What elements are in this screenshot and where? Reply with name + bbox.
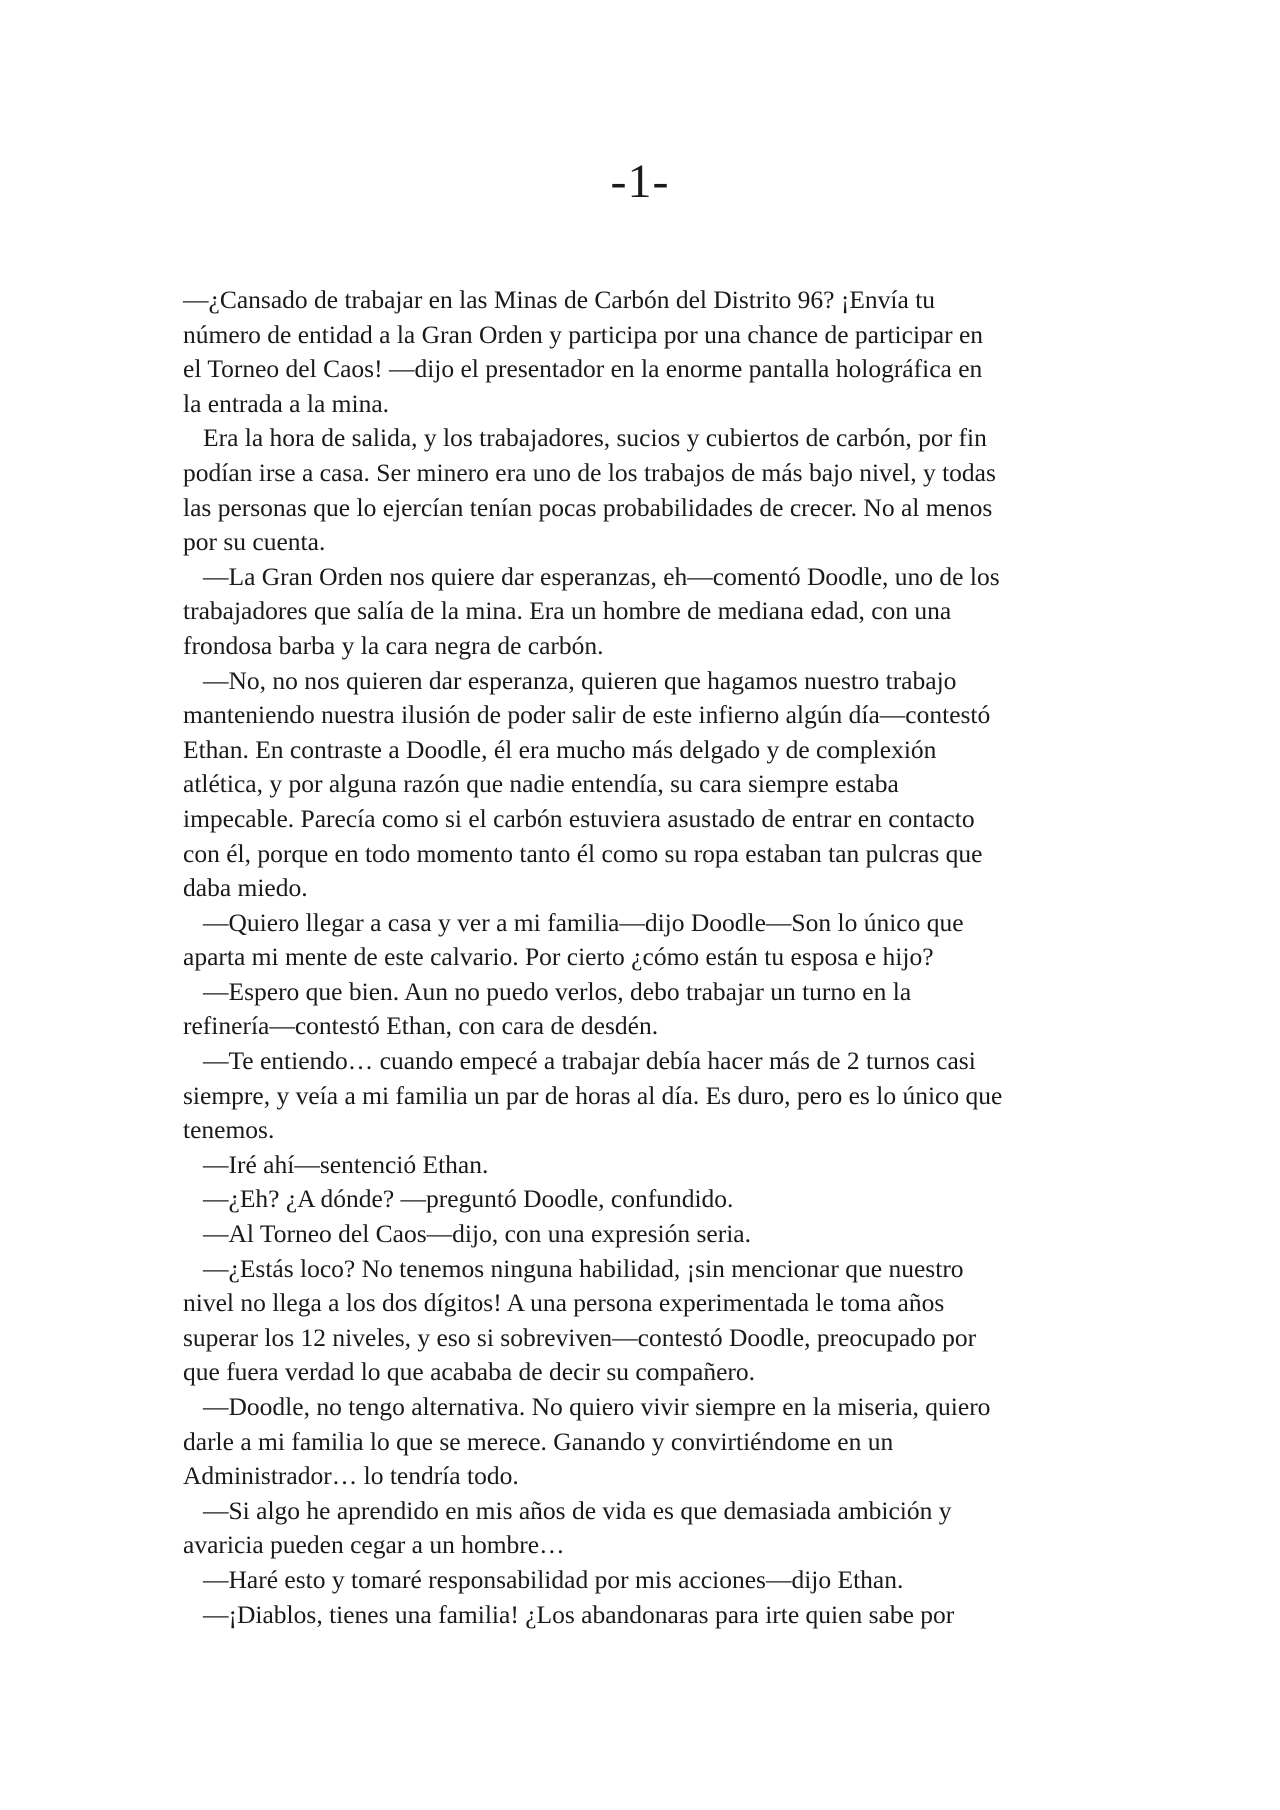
text-line: por su cuenta. — [183, 527, 326, 557]
text-line: trabajadores que salía de la mina. Era un hombre de mediana edad, con una — [183, 596, 952, 626]
text-line: impecable. Parecía como si el carbón estuviera asustado de entrar en contacto — [183, 803, 975, 833]
text-line: —Iré ahí—sentenció Ethan. — [203, 1149, 489, 1179]
text-line: aparta mi mente de este calvario. Por cierto ¿cómo están tu esposa e hijo? — [183, 942, 934, 972]
text-line: —Te entiendo… cuando empecé a trabajar debía hacer más de 2 turnos casi — [203, 1046, 976, 1076]
text-line: avaricia pueden cegar a un hombre… — [183, 1530, 565, 1560]
text-line: el Torneo del Caos! —dijo el presentador en la enorme pantalla holográfica en — [183, 354, 983, 384]
text-line: —Doodle, no tengo alternativa. No quiero vivir siempre en la miseria, quiero — [203, 1392, 991, 1421]
text-line: daba miedo. — [183, 873, 308, 903]
text-line: superar los 12 niveles, y eso si sobreviven—contestó Doodle, preocupado por — [183, 1322, 977, 1352]
text-line: número de entidad a la Gran Orden y participa por una chance de participar en — [183, 319, 984, 349]
text-line: que fuera verdad lo que acababa de decir su compañero. — [183, 1357, 756, 1387]
text-line: la entrada a la mina. — [183, 388, 390, 418]
text-line: nivel no llega a los dos dígitos! A una persona experimentada le toma años — [183, 1288, 945, 1318]
text-line: —Al Torneo del Caos—dijo, con una expresión seria. — [203, 1219, 752, 1249]
text-line: manteniendo nuestra ilusión de poder salir de este infierno algún día—contestó — [183, 700, 991, 730]
text-line: frondosa barba y la cara negra de carbón. — [183, 630, 604, 660]
text-line: Administrador… lo tendría todo. — [183, 1461, 519, 1491]
text-line: podían irse a casa. Ser minero era uno de los trabajos de más bajo nivel, y todas — [183, 457, 996, 487]
text-line: Era la hora de salida, y los trabajadores, sucios y cubiertos de carbón, por fin — [203, 423, 987, 453]
chapter-body — [183, 283, 1103, 1632]
text-line: atlética, y por alguna razón que nadie entendía, su cara siempre estaba — [183, 769, 899, 799]
text-line: las personas que lo ejercían tenían pocas probabilidades de crecer. No al menos — [183, 492, 993, 522]
text-line: —¿Eh? ¿A dónde? —preguntó Doodle, confundido. — [203, 1184, 734, 1214]
text-line: Ethan. En contraste a Doodle, él era mucho más delgado y de complexión — [183, 734, 937, 764]
text-line: —¿Cansado de trabajar en las Minas de Carbón del Distrito 96? ¡Envía tu — [183, 285, 936, 314]
text-line: —Espero que bien. Aun no puedo verlos, debo trabajar un turno en la — [203, 976, 912, 1006]
text-line: —¡Diablos, tienes una familia! ¿Los abandonaras para irte quien sabe por — [203, 1599, 955, 1629]
text-line: con él, porque en todo momento tanto él como su ropa estaban tan pulcras que — [183, 838, 983, 868]
text-line: —La Gran Orden nos quiere dar esperanzas, eh—comentó Doodle, uno de los — [203, 561, 1000, 591]
chapter-title: -1- — [610, 155, 670, 208]
text-line: —Haré esto y tomaré responsabilidad por mis acciones—dijo Ethan. — [203, 1564, 904, 1594]
text-line: —Quiero llegar a casa y ver a mi familia—dijo Doodle—Son lo único que — [203, 907, 964, 937]
text-line: refinería—contestó Ethan, con cara de desdén. — [183, 1011, 659, 1041]
text-line: siempre, y veía a mi familia un par de horas al día. Es duro, pero es lo único que — [183, 1080, 1003, 1110]
text-line: darle a mi familia lo que se merece. Ganando y convirtiéndome en un — [183, 1426, 894, 1456]
text-line: tenemos. — [183, 1115, 275, 1145]
text-line: —No, no nos quieren dar esperanza, quieren que hagamos nuestro trabajo — [203, 665, 957, 695]
text-line: —Si algo he aprendido en mis años de vida es que demasiada ambición y — [203, 1495, 952, 1525]
text-line: —¿Estás loco? No tenemos ninguna habilidad, ¡sin mencionar que nuestro — [203, 1253, 964, 1283]
